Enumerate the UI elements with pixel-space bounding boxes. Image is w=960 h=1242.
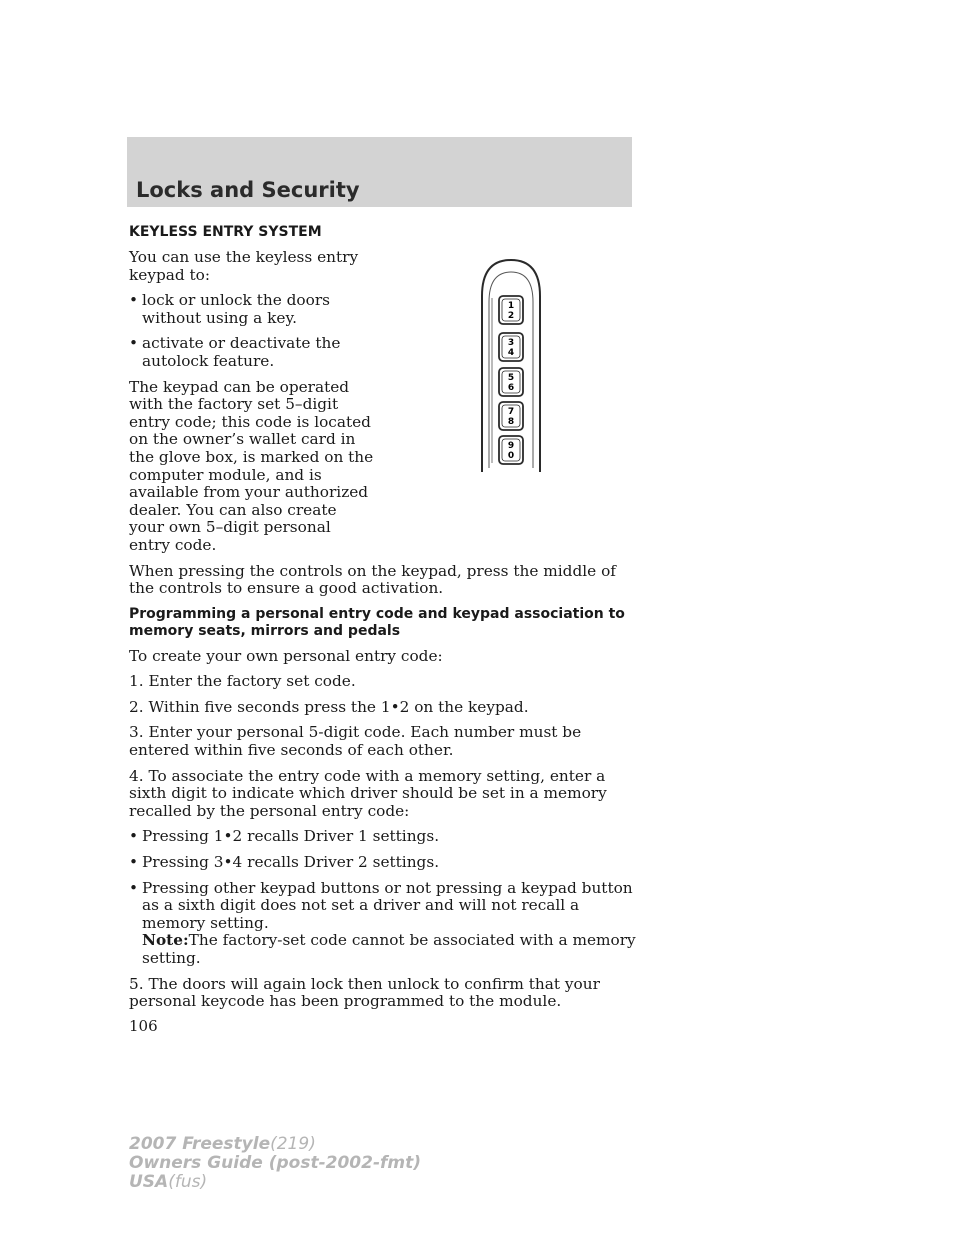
page-number: 106: [129, 1017, 158, 1035]
bullet-icon: •: [129, 853, 139, 872]
footer: [129, 1135, 421, 1192]
keypad-button-78: [499, 402, 523, 430]
step-1: 1. Enter the factory set code.: [129, 672, 356, 691]
svg-text:8: 8: [507, 417, 515, 427]
bullet-icon: •: [129, 291, 139, 310]
footer-line-3: USA(fus): [129, 1172, 208, 1192]
list-item: • activate or deactivate the autolock feature.: [129, 334, 341, 370]
note-label: Note:: [142, 931, 189, 950]
footer-line-1: 2007 Freestyle(219): [129, 1134, 316, 1154]
step-4: 4. To associate the entry code with a memory setting, enter a sixth digit to indicate which driver should be set in a memory recalled by the personal entry code:: [129, 766, 607, 820]
list-item: • Pressing other keypad buttons or not pressing a keypad button as a sixth digit does not set a driver and will not recall a memory setting. Note:The factory-set code cannot be associated with a memory setting.: [129, 878, 636, 967]
footer-line-2: Owners Guide (post-2002-fmt): [129, 1153, 422, 1173]
section-heading: KEYLESS ENTRY SYSTEM: [129, 224, 322, 240]
bullet-icon: •: [390, 697, 400, 716]
svg-text:0: 0: [507, 451, 515, 461]
svg-text:9: 9: [507, 441, 515, 451]
list-item: • Pressing 3•4 recalls Driver 2 settings.: [129, 853, 440, 872]
main-content: [129, 224, 641, 1011]
intro-text: You can use the keyless entry keypad to:: [129, 248, 359, 284]
section-title: Locks and Security: [136, 178, 360, 202]
keypad-button-34: [499, 333, 523, 361]
keypad-illustration: [478, 258, 544, 476]
svg-text:7: 7: [507, 407, 515, 417]
bullet-icon: •: [129, 827, 139, 846]
list-item: • lock or unlock the doors without using a key.: [129, 291, 330, 327]
svg-text:6: 6: [507, 383, 515, 393]
keypad-button-56: [499, 368, 523, 396]
keypad-button-90: [499, 436, 523, 464]
keypad-button-12: [499, 296, 523, 324]
step-5: 5. The doors will again lock then unlock to confirm that your personal keycode has been programmed to the module.: [129, 974, 600, 1011]
factory-code-text: The keypad can be operated with the factory set 5–digit entry code; this code is located on the owner’s wallet card in the glove box, is marked on the computer module, and is available from your authorized dealer. You can also create your own 5–digit personal entry code.: [129, 377, 374, 554]
svg-text:4: 4: [507, 348, 515, 358]
svg-text:2: 2: [507, 311, 515, 321]
programming-heading: Programming a personal entry code and keypad association to memory seats, mirrors and pedals: [129, 605, 625, 639]
svg-text:5: 5: [507, 373, 515, 383]
pressing-text: When pressing the controls on the keypad, press the middle of the controls to ensure a good activation.: [129, 561, 616, 598]
svg-text:3: 3: [507, 338, 515, 348]
bullet-icon: •: [223, 853, 233, 872]
bullet-icon: •: [129, 878, 139, 897]
bullet-icon: •: [129, 334, 139, 353]
step-2: 2. Within five seconds press the 1•2 on the keypad.: [129, 697, 529, 716]
note-text: The factory-set code cannot be associated with a memory setting.: [142, 931, 636, 967]
step-3: 3. Enter your personal 5-digit code. Each number must be entered within five seconds of each other.: [129, 723, 582, 760]
programming-intro: To create your own personal entry code:: [129, 646, 443, 665]
list-item: • Pressing 1•2 recalls Driver 1 settings.: [129, 827, 440, 846]
bullet-icon: •: [223, 827, 233, 846]
svg-text:1: 1: [507, 301, 515, 311]
